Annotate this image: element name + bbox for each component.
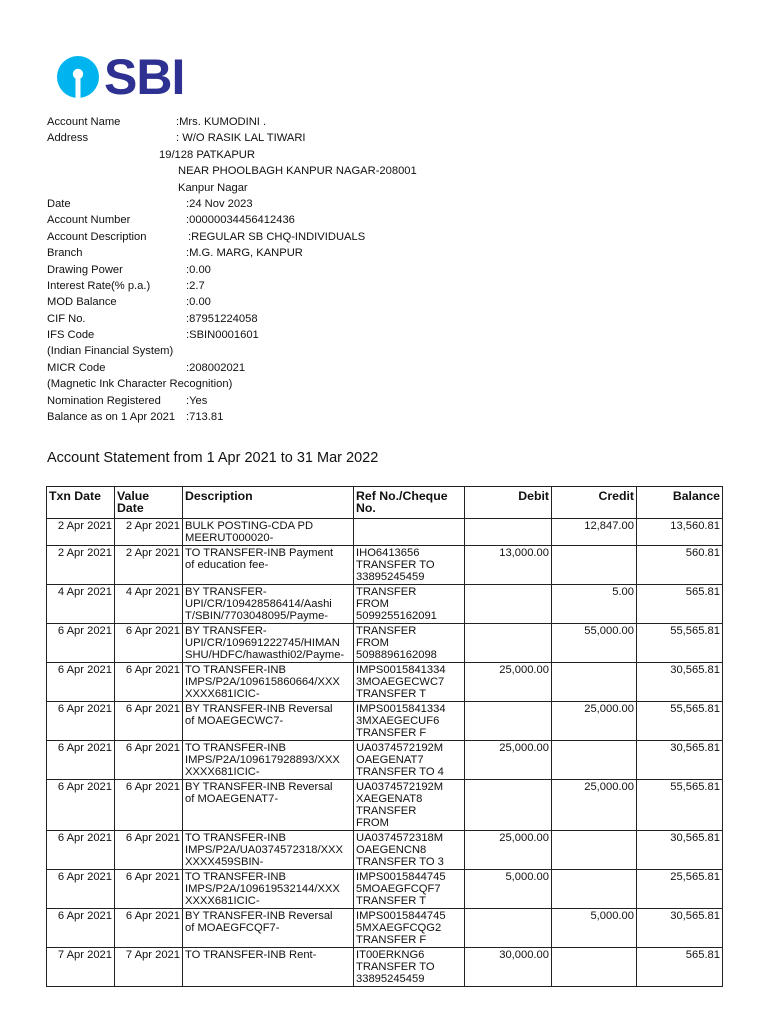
account-info-value: Kanpur Nagar <box>178 181 248 194</box>
description-line: IMPS/P2A/UA0374572318/XXX <box>185 844 343 856</box>
description-line: IMPS/P2A/109615860664/XXX <box>185 676 340 688</box>
ref-line: 5MOAEGFCQF7 <box>356 883 441 895</box>
account-info-label: (Magnetic Ink Character Recognition) <box>47 378 233 391</box>
description-cell <box>183 780 354 831</box>
description-cell <box>183 741 354 780</box>
description-line: BY TRANSFER-INB Reversal <box>185 781 333 793</box>
account-info-row <box>47 229 747 245</box>
account-info-row <box>47 245 747 261</box>
debit-cell: 5,000.00 <box>465 870 552 909</box>
description-line: TO TRANSFER-INB Payment <box>185 547 334 559</box>
header-ref: Ref No./Cheque No. <box>354 487 465 519</box>
ref-cell <box>354 909 465 948</box>
ref-line: UA0374572192M <box>356 781 444 793</box>
account-info-label: Account Number <box>47 214 131 227</box>
txn-date-cell: 2 Apr 2021 <box>47 546 115 585</box>
balance-cell: 30,565.81 <box>637 831 723 870</box>
description-line: BULK POSTING-CDA PD <box>185 520 314 532</box>
header-txn-date: Txn Date <box>47 487 115 519</box>
txn-date-cell: 4 Apr 2021 <box>47 585 115 624</box>
ref-line: 5MXAEGFCQG2 <box>356 922 442 934</box>
account-info-row <box>47 360 747 376</box>
account-info-label: MOD Balance <box>47 296 117 309</box>
value-date-cell: 2 Apr 2021 <box>115 519 183 546</box>
credit-cell: 5.00 <box>552 585 637 624</box>
description-line: TO TRANSFER-INB Rent- <box>185 949 317 961</box>
debit-cell <box>465 702 552 741</box>
credit-cell: 5,000.00 <box>552 909 637 948</box>
account-info-value: :M.G. MARG, KANPUR <box>186 247 303 260</box>
debit-cell: 30,000.00 <box>465 948 552 987</box>
credit-cell <box>552 870 637 909</box>
account-info-label: Date <box>47 197 71 210</box>
description-cell <box>183 519 354 546</box>
account-info-row <box>47 212 747 228</box>
account-info-value: :Yes <box>186 394 208 407</box>
account-info-row <box>47 294 747 310</box>
account-info-row <box>47 343 747 359</box>
ref-line: OAEGENAT7 <box>356 754 424 766</box>
credit-cell: 25,000.00 <box>552 780 637 831</box>
account-info-value: :Mrs. KUMODINI . <box>176 116 267 128</box>
account-info-value: : W/O RASIK LAL TIWARI <box>176 132 306 145</box>
credit-cell <box>552 741 637 780</box>
sbi-keyhole-icon <box>55 54 101 100</box>
credit-cell: 55,000.00 <box>552 624 637 663</box>
description-line: TO TRANSFER-INB <box>185 742 286 754</box>
debit-cell: 25,000.00 <box>465 741 552 780</box>
balance-cell: 55,565.81 <box>637 624 723 663</box>
ref-cell <box>354 741 465 780</box>
account-info-label: Balance as on 1 Apr 2021 <box>47 411 176 424</box>
account-info-row <box>47 114 747 130</box>
description-cell <box>183 948 354 987</box>
description-line: BY TRANSFER-INB Reversal <box>185 703 333 715</box>
account-info-label: IFS Code <box>47 329 95 342</box>
value-date-cell: 6 Apr 2021 <box>115 624 183 663</box>
table-row <box>47 663 723 702</box>
table-row <box>47 702 723 741</box>
account-info-row <box>47 311 747 327</box>
account-info-value: :00000034456412436 <box>186 214 295 227</box>
account-info-row <box>47 327 747 343</box>
ref-line: IMPS0015844745 <box>356 871 446 883</box>
balance-cell: 565.81 <box>637 585 723 624</box>
ref-cell <box>354 546 465 585</box>
balance-cell: 55,565.81 <box>637 780 723 831</box>
description-cell <box>183 831 354 870</box>
description-line: UPI/CR/109428586414/Aashi <box>185 598 332 610</box>
description-line: TO TRANSFER-INB <box>185 664 286 676</box>
value-date-cell: 6 Apr 2021 <box>115 702 183 741</box>
account-info-value: :0.00 <box>186 296 211 309</box>
description-cell <box>183 546 354 585</box>
ref-line: XAEGENAT8 <box>356 793 423 805</box>
account-info-value: 19/128 PATKAPUR <box>159 148 255 161</box>
ref-line: UA0374572318M <box>356 832 444 844</box>
header-description: Description <box>183 487 354 519</box>
account-details <box>47 114 747 425</box>
ref-line: 33895245459 <box>356 973 425 985</box>
account-info-value: :SBIN0001601 <box>186 329 259 342</box>
balance-cell: 560.81 <box>637 546 723 585</box>
description-line: SHU/HDFC/hawasthi02/Payme- <box>185 649 345 661</box>
account-info-label: Drawing Power <box>47 263 123 276</box>
ref-line: 5099255162091 <box>356 610 437 622</box>
account-info-label: Nomination Registered <box>47 394 161 407</box>
debit-cell <box>465 585 552 624</box>
table-row <box>47 519 723 546</box>
sbi-logo <box>55 49 185 105</box>
ref-line: 33895245459 <box>356 571 425 583</box>
ref-line: TRANSFER <box>356 625 417 637</box>
balance-cell: 30,565.81 <box>637 663 723 702</box>
txn-date-cell: 6 Apr 2021 <box>47 909 115 948</box>
ref-line: IMPS0015841334 <box>356 664 446 676</box>
description-line: XXXX681ICIC- <box>185 688 260 700</box>
txn-date-cell: 6 Apr 2021 <box>47 741 115 780</box>
statement-title: Account Statement from 1 Apr 2021 to 31 Mar 2022 <box>47 450 379 466</box>
ref-cell <box>354 702 465 741</box>
account-info-row <box>47 196 747 212</box>
account-info-value: :713.81 <box>186 411 224 424</box>
header-debit: Debit <box>465 487 552 519</box>
account-info-row <box>47 376 747 392</box>
account-info-label: (Indian Financial System) <box>47 345 174 358</box>
description-line: XXXX459SBIN- <box>185 856 264 868</box>
value-date-cell: 6 Apr 2021 <box>115 909 183 948</box>
balance-cell: 25,565.81 <box>637 870 723 909</box>
account-info-label: Account Description <box>47 230 147 243</box>
description-line: XXXX681ICIC- <box>185 895 260 907</box>
ref-line: TRANSFER TO <box>356 559 435 571</box>
table-row <box>47 948 723 987</box>
transactions-table <box>46 486 723 987</box>
ref-cell <box>354 663 465 702</box>
txn-date-cell: 7 Apr 2021 <box>47 948 115 987</box>
ref-line: TRANSFER T <box>356 895 427 907</box>
value-date-cell: 6 Apr 2021 <box>115 663 183 702</box>
txn-date-cell: 6 Apr 2021 <box>47 702 115 741</box>
ref-line: IT00ERKNG6 <box>356 949 425 961</box>
description-cell <box>183 870 354 909</box>
table-row <box>47 585 723 624</box>
account-info-row <box>47 180 747 196</box>
ref-cell <box>354 870 465 909</box>
account-info-label: Address <box>47 132 89 145</box>
account-info-row <box>47 147 747 163</box>
description-line: TO TRANSFER-INB <box>185 871 286 883</box>
description-line: IMPS/P2A/109619532144/XXX <box>185 883 340 895</box>
account-info-value: :87951224058 <box>186 312 258 325</box>
description-line: of MOAEGECWC7- <box>185 715 284 727</box>
description-line: of MOAEGENAT7- <box>185 793 279 805</box>
account-info-row <box>47 130 747 146</box>
account-info-row <box>47 278 747 294</box>
account-info-row <box>47 262 747 278</box>
ref-line: TRANSFER <box>356 586 417 598</box>
description-cell <box>183 909 354 948</box>
txn-date-cell: 2 Apr 2021 <box>47 519 115 546</box>
txn-date-cell: 6 Apr 2021 <box>47 663 115 702</box>
ref-line: TRANSFER F <box>356 727 427 739</box>
value-date-cell: 2 Apr 2021 <box>115 546 183 585</box>
ref-line: IHO6413656 <box>356 547 420 559</box>
ref-line: TRANSFER TO 4 <box>356 766 444 778</box>
table-row <box>47 870 723 909</box>
header-credit: Credit <box>552 487 637 519</box>
ref-cell <box>354 780 465 831</box>
description-line: TO TRANSFER-INB <box>185 832 286 844</box>
value-date-cell: 4 Apr 2021 <box>115 585 183 624</box>
table-row <box>47 780 723 831</box>
ref-cell <box>354 624 465 663</box>
account-info-label: Account Name <box>47 116 121 128</box>
account-info-row <box>47 163 747 179</box>
account-info-value: :24 Nov 2023 <box>186 197 253 210</box>
bank-name: SBI <box>104 49 185 105</box>
balance-cell: 13,560.81 <box>637 519 723 546</box>
header-value-date: Value Date <box>115 487 183 519</box>
debit-cell: 25,000.00 <box>465 831 552 870</box>
ref-line: OAEGENCN8 <box>356 844 427 856</box>
description-line: BY TRANSFER- <box>185 625 267 637</box>
description-line: IMPS/P2A/109617928893/XXX <box>185 754 340 766</box>
txn-date-cell: 6 Apr 2021 <box>47 780 115 831</box>
description-line: of MOAEGFCQF7- <box>185 922 280 934</box>
description-line: BY TRANSFER-INB Reversal <box>185 910 333 922</box>
account-info-label: Interest Rate(% p.a.) <box>47 279 151 292</box>
ref-cell <box>354 519 465 546</box>
value-date-cell: 6 Apr 2021 <box>115 780 183 831</box>
ref-line: 3MXAEGECUF6 <box>356 715 440 727</box>
credit-cell: 12,847.00 <box>552 519 637 546</box>
debit-cell <box>465 780 552 831</box>
account-info-value: :REGULAR SB CHQ-INDIVIDUALS <box>188 230 366 243</box>
description-line: BY TRANSFER- <box>185 586 267 598</box>
account-info-label: Branch <box>47 247 83 260</box>
credit-cell: 25,000.00 <box>552 702 637 741</box>
ref-line: IMPS0015844745 <box>356 910 446 922</box>
description-line: of education fee- <box>185 559 269 571</box>
account-info-row <box>47 409 747 425</box>
description-line: XXXX681ICIC- <box>185 766 260 778</box>
description-cell <box>183 663 354 702</box>
ref-line: TRANSFER F <box>356 934 427 946</box>
txn-date-cell: 6 Apr 2021 <box>47 624 115 663</box>
description-cell <box>183 702 354 741</box>
account-info-value: :2.7 <box>186 279 205 292</box>
debit-cell <box>465 519 552 546</box>
balance-cell: 30,565.81 <box>637 741 723 780</box>
account-info-value: :208002021 <box>186 361 246 374</box>
txn-date-cell: 6 Apr 2021 <box>47 870 115 909</box>
ref-line: TRANSFER T <box>356 688 427 700</box>
value-date-cell: 6 Apr 2021 <box>115 831 183 870</box>
ref-line: FROM <box>356 637 389 649</box>
ref-line: TRANSFER TO <box>356 961 435 973</box>
table-row <box>47 624 723 663</box>
account-info-value: NEAR PHOOLBAGH KANPUR NAGAR-208001 <box>178 165 417 178</box>
ref-line: IMPS0015841334 <box>356 703 446 715</box>
balance-cell: 565.81 <box>637 948 723 987</box>
debit-cell: 13,000.00 <box>465 546 552 585</box>
ref-line: 3MOAEGECWC7 <box>356 676 445 688</box>
balance-cell: 30,565.81 <box>637 909 723 948</box>
ref-line: UA0374572192M <box>356 742 444 754</box>
credit-cell <box>552 831 637 870</box>
value-date-cell: 6 Apr 2021 <box>115 870 183 909</box>
account-info-label: MICR Code <box>47 361 106 374</box>
ref-cell <box>354 585 465 624</box>
table-row <box>47 909 723 948</box>
txn-date-cell: 6 Apr 2021 <box>47 831 115 870</box>
account-info-label: CIF No. <box>47 312 86 325</box>
header-balance: Balance <box>637 487 723 519</box>
credit-cell <box>552 546 637 585</box>
table-header-row <box>47 487 723 519</box>
description-cell <box>183 624 354 663</box>
ref-line: FROM <box>356 817 389 829</box>
description-line: UPI/CR/109691222745/HIMAN <box>185 637 340 649</box>
ref-cell <box>354 948 465 987</box>
debit-cell <box>465 909 552 948</box>
value-date-cell: 6 Apr 2021 <box>115 741 183 780</box>
description-line: T/SBIN/7703048095/Payme- <box>185 610 329 622</box>
value-date-cell: 7 Apr 2021 <box>115 948 183 987</box>
ref-line: 5098896162098 <box>356 649 437 661</box>
table-row <box>47 831 723 870</box>
debit-cell: 25,000.00 <box>465 663 552 702</box>
ref-cell <box>354 831 465 870</box>
ref-line: TRANSFER <box>356 805 417 817</box>
table-row <box>47 741 723 780</box>
debit-cell <box>465 624 552 663</box>
description-cell <box>183 585 354 624</box>
ref-line: TRANSFER TO 3 <box>356 856 444 868</box>
balance-cell: 55,565.81 <box>637 702 723 741</box>
ref-line: FROM <box>356 598 389 610</box>
credit-cell <box>552 663 637 702</box>
table-row <box>47 546 723 585</box>
account-info-row <box>47 393 747 409</box>
account-info-value: :0.00 <box>186 263 211 276</box>
description-line: MEERUT000020- <box>185 532 274 544</box>
credit-cell <box>552 948 637 987</box>
